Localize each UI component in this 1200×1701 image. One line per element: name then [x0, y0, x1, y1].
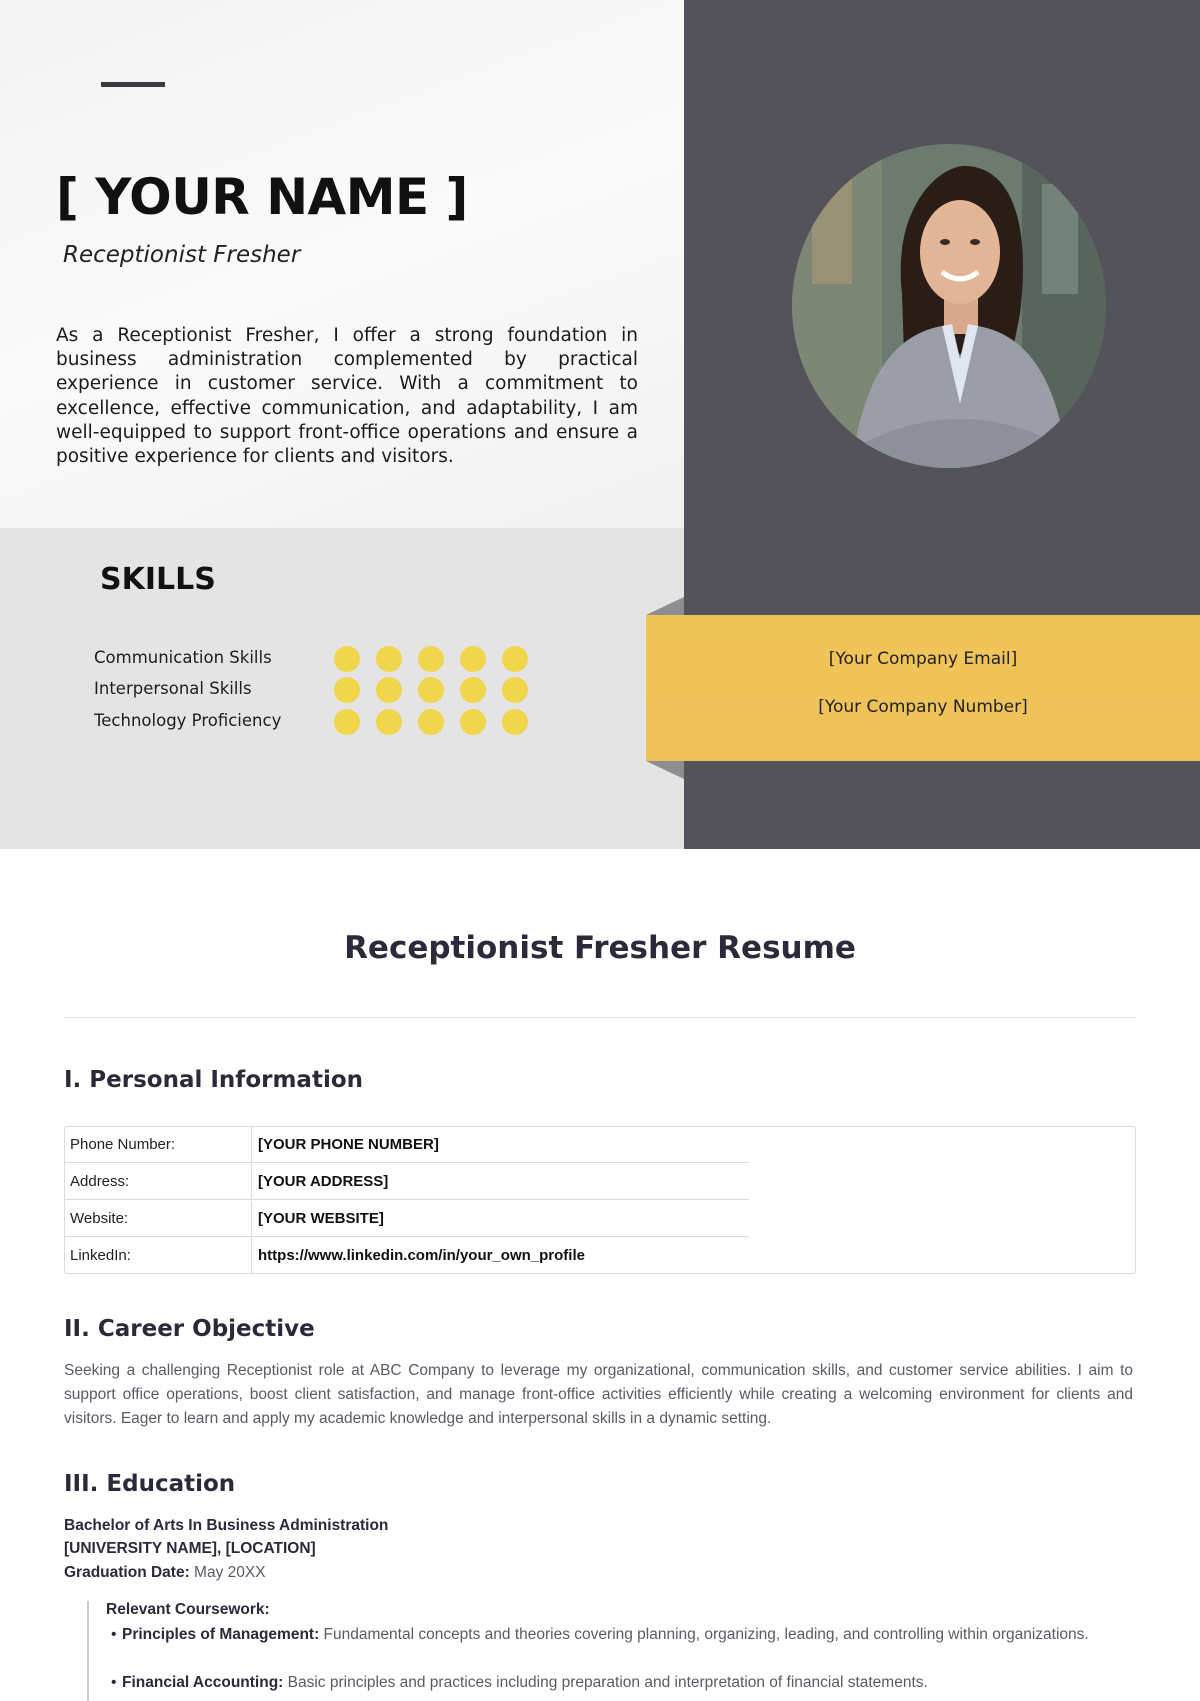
degree-name [64, 1517, 388, 1535]
skill-rating-dot [376, 646, 402, 672]
table-value: [YOUR PHONE NUMBER] [252, 1127, 749, 1163]
contact-band-fold-bottom [646, 761, 684, 779]
skill-rating-dot [460, 677, 486, 703]
skills-heading: SKILLS [100, 562, 216, 597]
table-key: Phone Number: [65, 1127, 252, 1163]
course-name: Principles of Management: [122, 1626, 320, 1643]
graduation-label: Graduation Date: [64, 1564, 190, 1581]
skill-label: Communication Skills [94, 648, 272, 667]
course-desc: Fundamental concepts and theories covering planning, organizing, leading, and controlling within organizations. [323, 1626, 1089, 1643]
personal-info-table [64, 1126, 1136, 1274]
skill-rating-dot [460, 646, 486, 672]
table-key: Address: [65, 1164, 252, 1200]
list-item [111, 1623, 1141, 1647]
table-row [65, 1164, 1135, 1201]
bullet-icon: • [111, 1674, 117, 1691]
course-desc: Basic principles and practices including preparation and interpretation of financial statements. [287, 1674, 928, 1691]
accent-dash [101, 82, 165, 87]
coursework-title: Relevant Coursework: [106, 1601, 270, 1618]
skill-rating-dot [334, 646, 360, 672]
document-title: Receptionist Fresher Resume [344, 930, 856, 966]
list-item [111, 1671, 1141, 1695]
skill-rating-dot [334, 677, 360, 703]
degree-text: Bachelor of Arts In Business Administration [64, 1517, 389, 1534]
skill-rating-dot [502, 709, 528, 735]
coursework-block [87, 1601, 1149, 1701]
skill-row [94, 644, 534, 674]
skill-rating-dot [418, 646, 444, 672]
skill-rating-dot [376, 709, 402, 735]
skill-rating-dot [418, 709, 444, 735]
skill-label: Technology Proficiency [94, 711, 282, 730]
skill-row [94, 707, 534, 737]
skill-label: Interpersonal Skills [94, 679, 252, 698]
contact-band [646, 615, 1200, 761]
name-title: [ YOUR NAME ] [56, 168, 468, 226]
table-value: [YOUR WEBSITE] [252, 1201, 749, 1237]
graduation-value: May 20XX [194, 1564, 266, 1581]
skill-rating-dot [376, 677, 402, 703]
skill-rating-dot [334, 709, 360, 735]
contact-band-fold-top [646, 597, 684, 615]
table-row [65, 1127, 1135, 1164]
skill-rating-dot [502, 646, 528, 672]
company-email: [Your Company Email] [828, 649, 1018, 669]
table-value: [YOUR ADDRESS] [252, 1164, 749, 1200]
career-objective-text: Seeking a challenging Receptionist role at ABC Company to leverage my organizational, communication skills, and customer service abilities. I aim to support office operations, boost client satisfaction, and manage front-office activities efficiently while creating a welcoming environment for clients and visitors. Eager to learn and apply my academic knowledge and interpersonal skills in a dynamic setting. [64, 1362, 1133, 1427]
linkedin-link[interactable]: https://www.linkedin.com/in/your_own_profile [258, 1247, 585, 1264]
role-subtitle: Receptionist Fresher [63, 242, 301, 268]
school-line [64, 1540, 316, 1558]
table-key: LinkedIn: [65, 1238, 252, 1274]
skill-rating-dot [460, 709, 486, 735]
portrait-photo [792, 144, 1106, 468]
title-divider [64, 1017, 1136, 1018]
skill-rating-dot [502, 677, 528, 703]
school-text: [UNIVERSITY NAME], [LOCATION] [64, 1540, 316, 1557]
skill-row [94, 675, 534, 705]
course-name: Financial Accounting: [122, 1674, 284, 1691]
career-objective-heading: II. Career Objective [64, 1316, 315, 1342]
education-heading: III. Education [64, 1471, 236, 1497]
skill-rating-dot [418, 677, 444, 703]
portrait-illustration [792, 144, 1106, 468]
table-row [65, 1238, 1135, 1275]
bullet-icon: • [111, 1626, 117, 1643]
company-number: [Your Company Number] [818, 697, 1028, 717]
graduation-line [64, 1564, 266, 1582]
table-row [65, 1201, 1135, 1238]
personal-info-heading: I. Personal Information [64, 1067, 363, 1093]
table-key: Website: [65, 1201, 252, 1237]
profile-summary: As a Receptionist Fresher, I offer a strong foundation in business administration complemented by practical experience in customer service. With a commitment to excellence, effective communication, and adaptability, I am well-equipped to support front-office operations and ensure a positive experience for clients and visitors. [56, 325, 638, 468]
